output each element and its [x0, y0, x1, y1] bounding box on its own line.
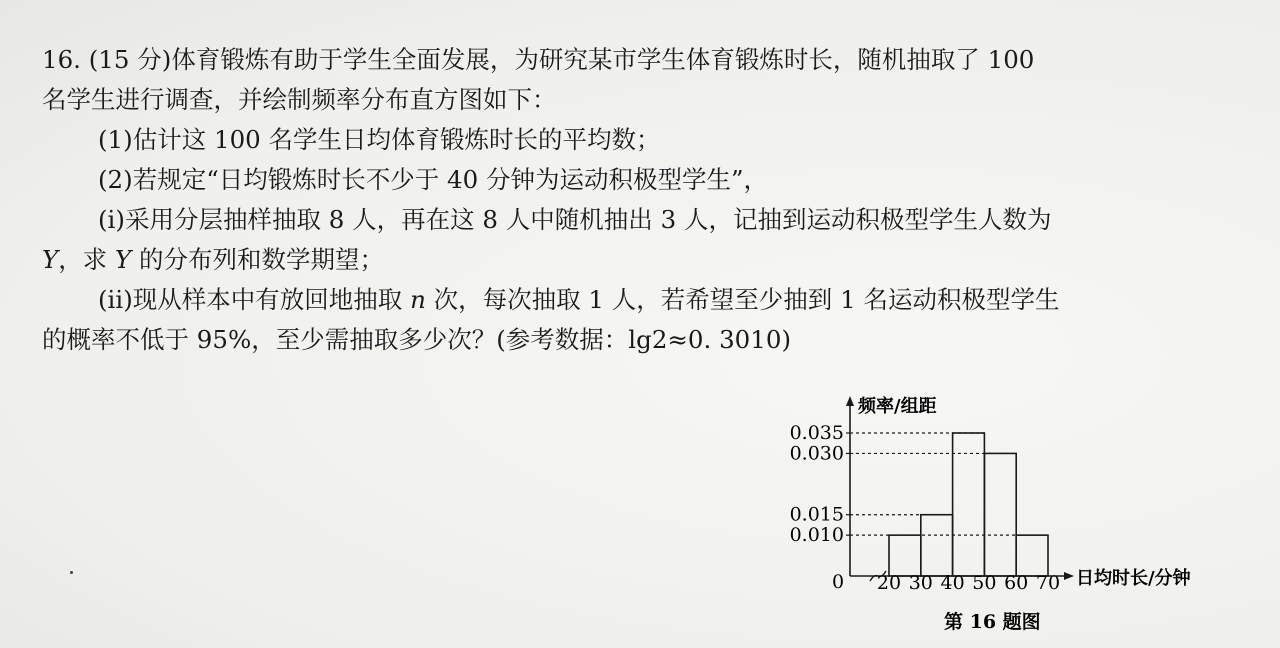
problem-line-2: 名学生进行调查，并绘制频率分布直方图如下：: [42, 85, 557, 114]
figure-caption: 第 16 题图: [944, 611, 1041, 633]
y-tick-label-1: 0.015: [789, 503, 844, 526]
histogram-chart: [760, 388, 1230, 643]
x-tick-label-1: 30: [908, 572, 933, 594]
y-tick-label-2: 0.030: [789, 442, 844, 465]
question-2-i-end: 的分布列和数学期望；: [131, 245, 384, 274]
problem-line-1: 16. (15 分)体育锻炼有助于学生全面发展，为研究某市学生体育锻炼时长，随机抽取了 100: [42, 45, 1035, 74]
problem-text: [42, 40, 1252, 360]
question-2: (2)若规定“日均锻炼时长不少于 40 分钟为运动积极型学生”，: [98, 165, 769, 194]
question-2-ii-line-2: 的概率不低于 95%，至少需抽取多少次？(参考数据：lg2≈0. 3010): [42, 325, 792, 354]
question-2-i-line-2: [42, 240, 1252, 280]
histogram-bar-2: [953, 433, 985, 576]
histogram-bar-1: [921, 515, 953, 576]
variable-y: Y: [42, 245, 59, 274]
x-axis-label: 日均时长/分钟: [1076, 568, 1191, 589]
y-tick-label-0: 0.010: [789, 524, 844, 547]
histogram-bar-3: [984, 453, 1016, 576]
question-2-i-mid: ，求: [58, 245, 115, 274]
y-axis-arrow: [846, 396, 854, 406]
question-2-i-line-1: (ⅰ)采用分层抽样抽取 8 人，再在这 8 人中随机抽出 3 人，记抽到运动积极型学生人数为: [98, 205, 1052, 234]
question-2-ii-end: 次，每次抽取 1 人，若希望至少抽到 1 名运动积极型学生: [425, 285, 1060, 314]
question-2-ii-line-1: [42, 280, 1252, 320]
histogram-figure: [760, 388, 1230, 643]
y-tick-label-3: 0.035: [789, 422, 844, 444]
variable-n: n: [410, 285, 426, 314]
histogram-bar-0: [889, 535, 921, 576]
x-tick-label-0: 20: [876, 572, 902, 594]
x-tick-label-3: 50: [972, 572, 997, 594]
x-tick-label-5: 70: [1035, 572, 1061, 594]
question-2-ii-start: (ⅱ)现从样本中有放回地抽取: [98, 285, 411, 314]
histogram-bar-4: [1016, 535, 1048, 576]
x-axis-arrow: [1064, 572, 1074, 580]
variable-y-2: Y: [114, 245, 132, 274]
question-1: (1)估计这 100 名学生日均体育锻炼时长的平均数；: [98, 125, 661, 154]
origin-label: 0: [832, 571, 845, 593]
y-axis-label: 频率/组距: [858, 396, 937, 417]
x-tick-label-4: 60: [1004, 572, 1029, 594]
x-tick-label-2: 40: [940, 572, 965, 594]
stray-dot: [70, 571, 73, 574]
